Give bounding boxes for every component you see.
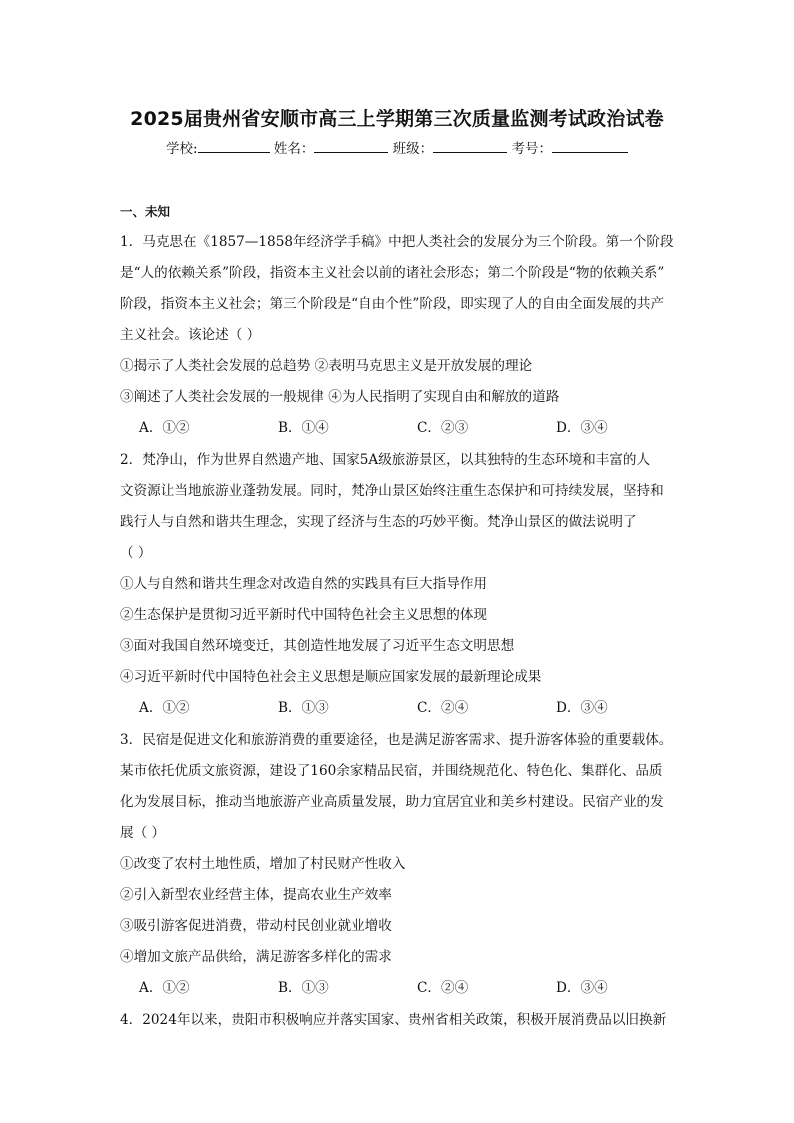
q2-option-c[interactable]: C．②④: [417, 700, 469, 716]
exam-title: 2025届贵州省安顺市高三上学期第三次质量监测考试政治试卷: [130, 108, 664, 130]
section-heading: 一、未知: [120, 204, 171, 219]
q2-statement-2: ②生态保护是贯彻习近平新时代中国特色社会主义思想的体现: [120, 607, 488, 623]
q3-statement-1: ①改变了农村土地性质，增加了村民财产性收入: [120, 856, 406, 872]
q2-statement-1: ①人与自然和谐共生理念对改造自然的实践具有巨大指导作用: [120, 576, 488, 592]
student-info-row: [0, 137, 794, 157]
q2-option-b[interactable]: B．①③: [278, 700, 329, 716]
exam-no-blank[interactable]: [552, 140, 628, 153]
q2-options: [139, 696, 695, 716]
q3-option-c[interactable]: C．②④: [417, 980, 469, 996]
q3-line-1: 3．民宿是促进文化和旅游消费的重要途径，也是满足游客需求、提升游客体验的重要载体。: [120, 732, 673, 748]
q1-line-2: 是“人的依赖关系”阶段，指资本主义社会以前的诸社会形态；第二个阶段是“物的依赖关系”: [120, 265, 665, 281]
exam-no-label: 考号：: [511, 141, 552, 157]
class-blank[interactable]: [433, 140, 507, 153]
q2-line-4: （ ）: [120, 545, 152, 561]
q3-statement-3: ③吸引游客促进消费，带动村民创业就业增收: [120, 918, 392, 934]
q3-line-3: 化为发展目标，推动当地旅游产业高质量发展，助力宜居宜业和美乡村建设。民宿产业的发: [120, 794, 664, 810]
q3-option-d[interactable]: D．③④: [556, 980, 608, 996]
q1-option-b[interactable]: B．①④: [278, 420, 329, 436]
class-label: 班级：: [392, 141, 434, 157]
school-blank[interactable]: [198, 140, 270, 153]
q1-option-a[interactable]: A．①②: [139, 420, 190, 436]
q1-statement-1-2: ①揭示了人类社会发展的总趋势 ②表明马克思主义是开放发展的理论: [120, 358, 533, 374]
q1-line-3: 阶段，指资本主义社会；第三个阶段是“自由个性”阶段，即实现了人的自由全面发展的共产: [120, 296, 665, 312]
q2-statement-3: ③面对我国自然环境变迁，其创造性地发展了习近平生态文明思想: [120, 638, 515, 654]
q2-line-2: 文资源让当地旅游业蓬勃发展。同时，梵净山景区始终注重生态保护和可持续发展，坚持和: [120, 483, 664, 499]
q3-option-a[interactable]: A．①②: [139, 980, 190, 996]
q3-line-2: 某市依托优质文旅资源，建设了160余家精品民宿，并围绕规范化、特色化、集群化、品质: [120, 763, 663, 779]
q1-line-4: 主义社会。该论述（ ）: [120, 327, 261, 343]
q3-option-b[interactable]: B．①③: [278, 980, 329, 996]
q2-line-3: 践行人与自然和谐共生理念，实现了经济与生态的巧妙平衡。梵净山景区的做法说明了: [120, 514, 637, 530]
q2-statement-4: ④习近平新时代中国特色社会主义思想是顺应国家发展的最新理论成果: [120, 669, 542, 685]
name-blank[interactable]: [314, 140, 388, 153]
q2-line-1: 2．梵净山，作为世界自然遗产地、国家5A级旅游景区，以其独特的生态环境和丰富的人: [120, 452, 651, 468]
q4-line-1: 4．2024年以来，贵阳市积极响应并落实国家、贵州省相关政策，积极开展消费品以旧换新: [120, 1012, 667, 1028]
q3-statement-2: ②引入新型农业经营主体，提高农业生产效率: [120, 887, 392, 903]
q3-line-4: 展（ ）: [120, 825, 166, 841]
q3-options: [139, 976, 695, 996]
q3-statement-4: ④增加文旅产品供给，满足游客多样化的需求: [120, 949, 392, 965]
school-label: 学校:: [166, 141, 198, 157]
name-label: 姓名：: [273, 141, 315, 157]
q1-options: [139, 416, 695, 436]
q1-option-d[interactable]: D．③④: [556, 420, 608, 436]
q1-line-1: 1．马克思在《1857—1858年经济学手稿》中把人类社会的发展分为三个阶段。第一个阶段: [120, 234, 674, 250]
q2-option-d[interactable]: D．③④: [556, 700, 608, 716]
q2-option-a[interactable]: A．①②: [139, 700, 190, 716]
q1-option-c[interactable]: C．②③: [417, 420, 469, 436]
q1-statement-3-4: ③阐述了人类社会发展的一般规律 ④为人民指明了实现自由和解放的道路: [120, 389, 560, 405]
